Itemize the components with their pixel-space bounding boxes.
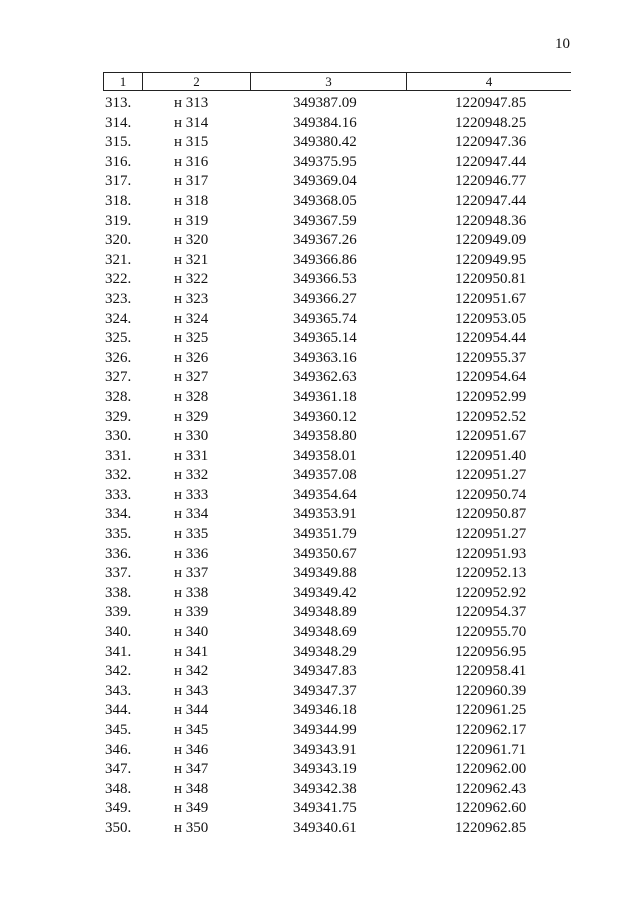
row-number: 346. [105, 741, 132, 758]
y-coordinate: 1220955.37 [455, 349, 527, 366]
y-coordinate: 1220954.44 [455, 330, 527, 347]
x-coordinate: 349358.80 [293, 428, 357, 445]
y-coordinate: 1220960.39 [455, 682, 527, 699]
y-coordinate: 1220951.67 [455, 290, 527, 307]
row-number: 344. [105, 702, 132, 719]
table-row [103, 564, 571, 584]
x-coordinate: 349348.29 [293, 643, 357, 660]
x-coordinate: 349354.64 [293, 486, 357, 503]
x-coordinate: 349367.26 [293, 232, 357, 249]
y-coordinate: 1220947.36 [455, 134, 527, 151]
table-row [103, 447, 571, 467]
row-number: 336. [105, 545, 132, 562]
table-row [103, 192, 571, 212]
row-number: 315. [105, 134, 132, 151]
row-number: 345. [105, 722, 132, 738]
point-name: н 319 [174, 212, 209, 229]
x-coordinate: 349347.83 [293, 663, 357, 680]
table-row [103, 701, 571, 721]
row-number: 331. [105, 447, 132, 464]
row-number: 321. [105, 251, 132, 268]
point-name: н 333 [174, 486, 209, 503]
table-row [103, 153, 571, 173]
table-row [103, 486, 571, 506]
point-name: н 350 [174, 819, 209, 836]
table-row [103, 133, 571, 153]
table-row [103, 212, 571, 232]
y-coordinate: 1220951.67 [455, 428, 527, 445]
point-name: н 335 [174, 526, 209, 543]
x-coordinate: 349349.42 [293, 584, 357, 601]
table-header-row [103, 72, 571, 91]
row-number: 333. [105, 486, 132, 503]
point-name: н 330 [174, 428, 209, 445]
row-number: 322. [105, 271, 132, 288]
row-number: 317. [105, 173, 132, 190]
row-number: 325. [105, 330, 132, 347]
x-coordinate: 349357.08 [293, 467, 357, 484]
y-coordinate: 1220958.41 [455, 663, 527, 680]
row-number: 320. [105, 232, 132, 249]
table-row [103, 525, 571, 545]
y-coordinate: 1220962.60 [455, 800, 527, 817]
row-number: 340. [105, 624, 132, 641]
point-name: н 321 [174, 251, 209, 268]
point-name: н 337 [174, 565, 209, 582]
row-number: 324. [105, 310, 132, 327]
table-row [103, 329, 571, 349]
x-coordinate: 349346.18 [293, 702, 357, 719]
x-coordinate: 349348.89 [293, 604, 357, 621]
x-coordinate: 349367.59 [293, 212, 357, 229]
column-header-1: 1 [103, 73, 143, 90]
x-coordinate: 349365.14 [293, 330, 357, 347]
x-coordinate: 349343.91 [293, 741, 357, 758]
table-row [103, 466, 571, 486]
y-coordinate: 1220952.99 [455, 388, 527, 405]
table-row [103, 505, 571, 525]
row-number: 319. [105, 212, 132, 229]
row-number: 326. [105, 349, 132, 366]
table-row [103, 682, 571, 702]
row-number: 334. [105, 506, 132, 523]
y-coordinate: 1220961.25 [455, 702, 527, 719]
point-name: н 349 [174, 800, 209, 817]
point-name: н 347 [174, 761, 209, 778]
row-number: 335. [105, 526, 132, 543]
table-row [103, 623, 571, 643]
row-number: 328. [105, 388, 132, 405]
y-coordinate: 1220946.77 [455, 173, 527, 190]
x-coordinate: 349380.42 [293, 134, 357, 151]
x-coordinate: 349350.67 [293, 545, 357, 562]
point-name: н 323 [174, 290, 209, 307]
table-row [103, 94, 571, 114]
x-coordinate: 349340.61 [293, 819, 357, 836]
row-number: 327. [105, 369, 132, 386]
point-name: н 339 [174, 604, 209, 621]
column-header-4: 4 [485, 74, 493, 89]
row-number: 347. [105, 761, 132, 778]
point-name: н 316 [174, 153, 209, 170]
table-row [103, 270, 571, 290]
y-coordinate: 1220947.44 [455, 192, 527, 209]
row-number: 330. [105, 428, 132, 445]
x-coordinate: 349344.99 [293, 722, 357, 738]
y-coordinate: 1220962.85 [455, 819, 527, 836]
row-number: 332. [105, 467, 132, 484]
y-coordinate: 1220950.74 [455, 486, 527, 503]
y-coordinate: 1220951.93 [455, 545, 527, 562]
point-name: н 348 [174, 780, 209, 797]
y-coordinate: 1220950.81 [455, 271, 527, 288]
x-coordinate: 349366.27 [293, 290, 357, 307]
row-number: 349. [105, 800, 132, 817]
table-row [103, 584, 571, 604]
x-coordinate: 349363.16 [293, 349, 357, 366]
row-number: 341. [105, 643, 132, 660]
table-row [103, 799, 571, 819]
table-row [103, 427, 571, 447]
point-name: н 338 [174, 584, 209, 601]
x-coordinate: 349353.91 [293, 506, 357, 523]
column-header-3: 3 [251, 73, 407, 90]
y-coordinate: 1220948.36 [455, 212, 527, 229]
y-coordinate: 1220948.25 [455, 114, 527, 131]
x-coordinate: 349349.88 [293, 565, 357, 582]
y-coordinate: 1220950.87 [455, 506, 527, 523]
table-row [103, 349, 571, 369]
x-coordinate: 349365.74 [293, 310, 357, 327]
point-name: н 320 [174, 232, 209, 249]
row-number: 316. [105, 153, 132, 170]
x-coordinate: 349368.05 [293, 192, 357, 209]
point-name: н 328 [174, 388, 209, 405]
y-coordinate: 1220952.92 [455, 584, 527, 601]
table-body [103, 91, 571, 839]
point-name: н 334 [174, 506, 209, 523]
y-coordinate: 1220951.40 [455, 447, 527, 464]
x-coordinate: 349347.37 [293, 682, 357, 699]
point-name: н 317 [174, 173, 209, 190]
table-row [103, 741, 571, 761]
x-coordinate: 349366.53 [293, 271, 357, 288]
point-name: н 313 [174, 95, 209, 111]
x-coordinate: 349358.01 [293, 447, 357, 464]
y-coordinate: 1220955.70 [455, 624, 527, 641]
table-row [103, 231, 571, 251]
point-name: н 340 [174, 624, 209, 641]
x-coordinate: 349342.38 [293, 780, 357, 797]
x-coordinate: 349361.18 [293, 388, 357, 405]
x-coordinate: 349366.86 [293, 251, 357, 268]
row-number: 337. [105, 565, 132, 582]
y-coordinate: 1220951.27 [455, 467, 527, 484]
y-coordinate: 1220952.52 [455, 408, 527, 425]
point-name: н 342 [174, 663, 209, 680]
table-row [103, 368, 571, 388]
y-coordinate: 1220947.85 [455, 95, 527, 111]
row-number: 313. [105, 95, 132, 111]
table-row [103, 780, 571, 800]
x-coordinate: 349375.95 [293, 153, 357, 170]
point-name: н 322 [174, 271, 209, 288]
page-number: 10 [555, 36, 570, 52]
row-number: 348. [105, 780, 132, 797]
y-coordinate: 1220954.64 [455, 369, 527, 386]
table-row [103, 603, 571, 623]
y-coordinate: 1220962.43 [455, 780, 527, 797]
x-coordinate: 349348.69 [293, 624, 357, 641]
table-row [103, 388, 571, 408]
point-name: н 346 [174, 741, 209, 758]
row-number: 350. [105, 819, 132, 836]
point-name: н 326 [174, 349, 209, 366]
row-number: 314. [105, 114, 132, 131]
point-name: н 341 [174, 643, 209, 660]
row-number: 342. [105, 663, 132, 680]
point-name: н 344 [174, 702, 209, 719]
row-number: 329. [105, 408, 132, 425]
point-name: н 345 [174, 722, 209, 738]
point-name: н 336 [174, 545, 209, 562]
y-coordinate: 1220953.05 [455, 310, 527, 327]
y-coordinate: 1220962.00 [455, 761, 527, 778]
point-name: н 325 [174, 330, 209, 347]
point-name: н 314 [174, 114, 209, 131]
x-coordinate: 349360.12 [293, 408, 357, 425]
table-row [103, 408, 571, 428]
point-name: н 329 [174, 408, 209, 425]
point-name: н 315 [174, 134, 209, 151]
column-header-2: 2 [143, 73, 251, 90]
y-coordinate: 1220949.09 [455, 232, 527, 249]
x-coordinate: 349387.09 [293, 95, 357, 111]
table-row [103, 310, 571, 330]
y-coordinate: 1220961.71 [455, 741, 527, 758]
y-coordinate: 1220952.13 [455, 565, 527, 582]
table-row [103, 721, 571, 741]
x-coordinate: 349369.04 [293, 173, 357, 190]
x-coordinate: 349341.75 [293, 800, 357, 817]
y-coordinate: 1220951.27 [455, 526, 527, 543]
point-name: н 331 [174, 447, 209, 464]
y-coordinate: 1220962.17 [455, 722, 527, 738]
table-row [103, 251, 571, 271]
table-row [103, 114, 571, 134]
row-number: 323. [105, 290, 132, 307]
table-row [103, 172, 571, 192]
table-row [103, 290, 571, 310]
y-coordinate: 1220956.95 [455, 643, 527, 660]
x-coordinate: 349343.19 [293, 761, 357, 778]
table-row [103, 819, 571, 839]
point-name: н 332 [174, 467, 209, 484]
table-row [103, 643, 571, 663]
coordinates-table [103, 72, 571, 839]
point-name: н 343 [174, 682, 209, 699]
table-row [103, 760, 571, 780]
row-number: 343. [105, 682, 132, 699]
y-coordinate: 1220947.44 [455, 153, 527, 170]
x-coordinate: 349351.79 [293, 526, 357, 543]
y-coordinate: 1220954.37 [455, 604, 527, 621]
table-row [103, 662, 571, 682]
row-number: 338. [105, 584, 132, 601]
x-coordinate: 349384.16 [293, 114, 357, 131]
row-number: 318. [105, 192, 132, 209]
point-name: н 327 [174, 369, 209, 386]
x-coordinate: 349362.63 [293, 369, 357, 386]
point-name: н 324 [174, 310, 209, 327]
table-row [103, 545, 571, 565]
point-name: н 318 [174, 192, 209, 209]
row-number: 339. [105, 604, 132, 621]
y-coordinate: 1220949.95 [455, 251, 527, 268]
